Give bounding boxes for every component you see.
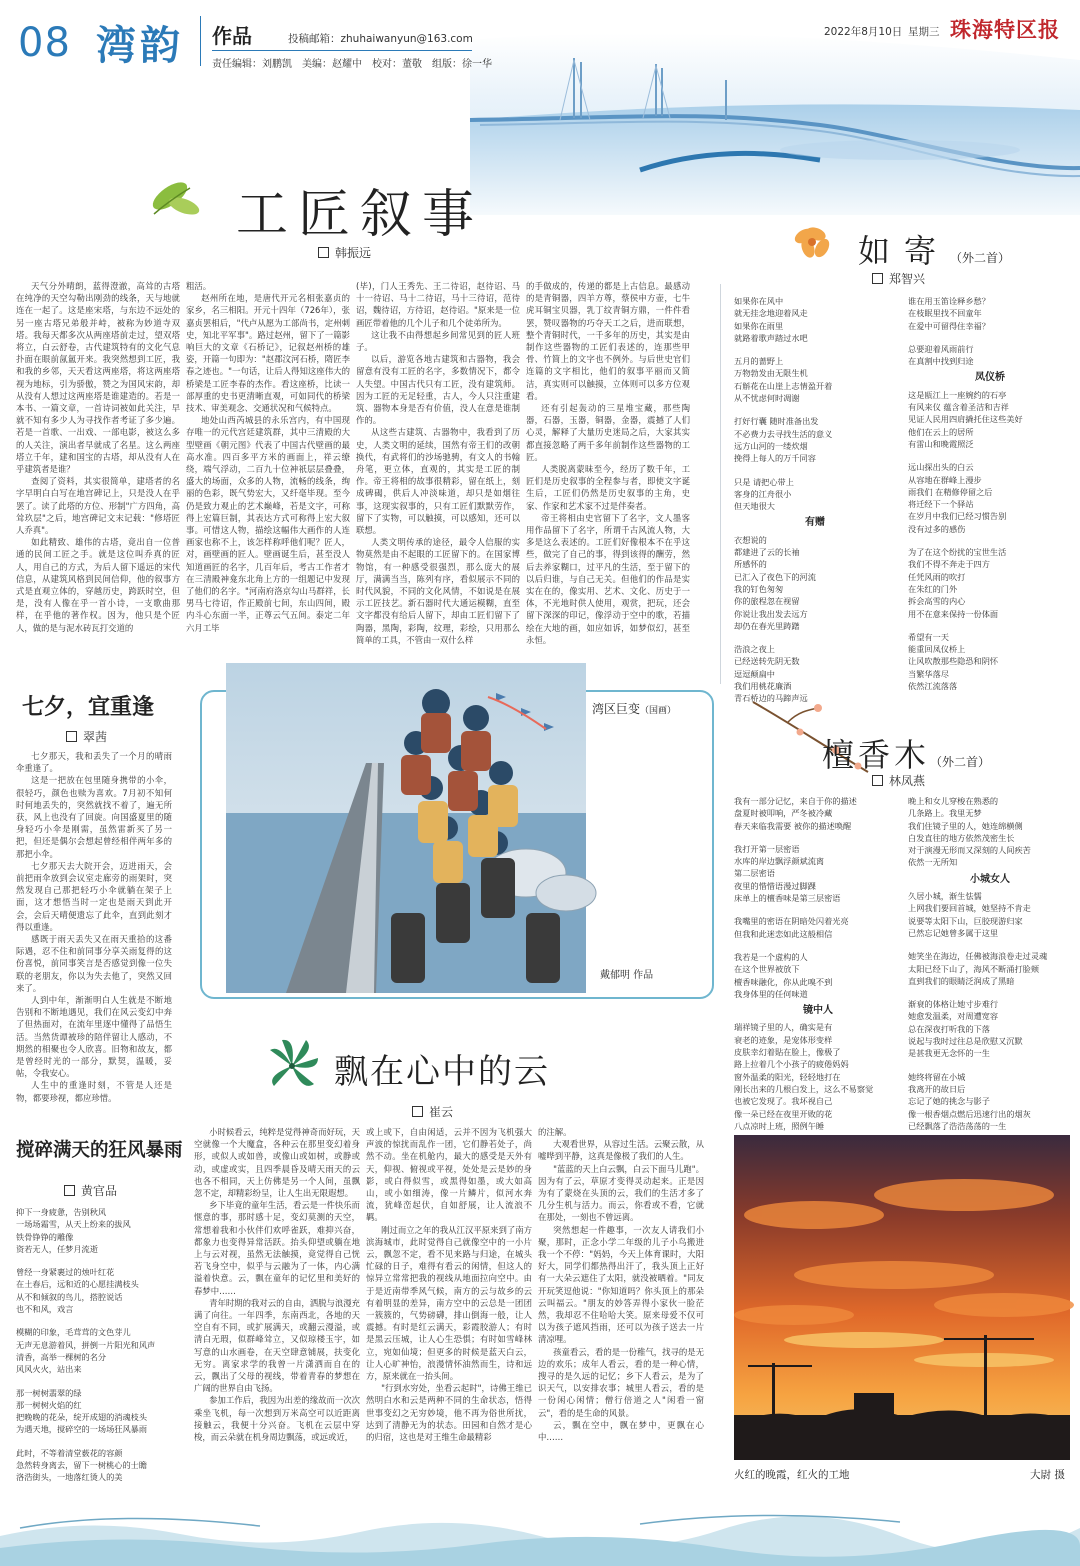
flower-decoration-icon — [784, 222, 844, 266]
poem-line: 第二层密语 — [734, 868, 775, 879]
poem-line: 也不和风，戏言 — [16, 1304, 74, 1315]
poem-line: 青石桥边的马蹄声远 — [734, 693, 808, 704]
ruji-title-suffix: （外二首） — [950, 251, 1011, 265]
editor-credits: 责任编辑：刘鹏凯 美编：赵耀中 校对：董敬 组版：徐一华 — [212, 59, 492, 70]
gongjiang-col-3 — [356, 280, 520, 660]
poem-line: 能重回凤仪桥上 — [908, 644, 966, 655]
poem-line: 风风火火，站出来 — [16, 1364, 82, 1375]
poem-line: 她愈发温柔，对周遭宽容 — [908, 1011, 999, 1022]
poem-line: 曾经一身紧裹过的烛叶红花 — [16, 1267, 115, 1278]
painting-title-text: 湾区巨变 — [592, 702, 641, 716]
poem-line: 清香，高举一棵树的名分 — [16, 1351, 107, 1362]
poem-line: 像一根香烟点燃后迅速行出的烟灰 — [908, 1108, 1031, 1119]
gongjiang-col-4 — [526, 280, 690, 660]
poem-line: 我身体里的任何味道 — [734, 988, 808, 999]
stanza-gap — [908, 987, 1072, 998]
poem-line: 就路着歌声踏过水吧 — [734, 332, 808, 343]
gongjiang-col-1 — [16, 280, 180, 660]
poem-line: 为遇天地，搅碎空的一场场狂风暴雨 — [16, 1424, 148, 1435]
qixi-body — [16, 750, 172, 1102]
ruji-col-2 — [908, 295, 1072, 695]
poem-line: 他们在云上的居所 — [908, 426, 974, 437]
stanza-gap — [734, 404, 896, 415]
paragraph: 这让我不由得想起乡间常见到的匠人班子。 — [356, 329, 520, 353]
poem-line: 一场场霜雪，从天上纷来的拔风 — [16, 1219, 131, 1230]
poem-line: 你的旅程忽在视留 — [734, 596, 800, 607]
ruji-title — [858, 226, 1010, 272]
ruji-title-main: 如寄 — [858, 232, 951, 270]
poem-line: 忘记了她的挑念与影子 — [908, 1096, 990, 1107]
poem-line: 浩浪之夜上 — [734, 644, 775, 655]
gongjiang-col-2 — [186, 280, 350, 660]
paragraph: 大观看世界，从容过生活。云聚云散，从嘘哗到平静，这真是像极了我们的人生。 — [538, 1139, 704, 1162]
poem-line: 刚长出来的几根白发上，这么不易察觉 — [734, 1083, 874, 1094]
paragraph: 刚过而立之年的我从江汉平原来到了南方滨海城市，此时觉得自己就像空中的一小片云，飘忽不定，看不见来路与归途，在城头忙碌的日子，难得有看云的闲情，但这人的惊异立常常把我的视线从地面拉向空中。由于是近南带季风气候，南方的云与故乡的云有着明显的差异，南方空中的云总是一团团一簇簇的，气势磅礴，排山倒海一般，让人震撼。有时是红云满天，彩霞胶游人；有时是黑云压城，让人心生恐惧；有时如雪峰林立，宛如仙境；但更多的时候是蓝天白云，让人心旷神怡，浪漫情怀油然而生，诗和远方，原来就在一抬头间。 — [366, 1224, 532, 1382]
poem-line: 五月的蔷野上 — [734, 356, 784, 367]
ruji-col-1 — [734, 295, 896, 704]
poem-line: 说要等太阳下山，巨胶现游归家 — [908, 915, 1023, 926]
poem-line: 从容地在群峰上漫步 — [908, 474, 982, 485]
poem-line: 铁骨铮铮的雕像 — [16, 1231, 74, 1242]
poem-line: 石斛花在山崖上志情盈开着 — [734, 380, 833, 391]
poem-line: 在朱红的门外 — [908, 583, 958, 594]
poem-line: 像一朵已经在夜里开败的花 — [734, 1108, 833, 1119]
paragraph: 人类文明传承的途径，最令人信服的实物莫然是由不起眼的工匠留下的。在国家博物馆，有一种感受很强烈，那么庞大的展厅，满满当当，陈列有序，看似展示不同的时代风貌，不同的文化风情，不如说是在展示工匠技艺。新石器时代大通运模糊，直至文字都没有给后人留下，却由工匠们留下了陶器，黑陶，彩陶，纹理，彩绘，只用那么简单的工具，不管由一双什么样 — [356, 537, 520, 645]
poem-line: 洛浩街头，一地落红烫人的美 — [16, 1472, 123, 1483]
poem-line: 皮肤幸幻着貼在脸上，像极了 — [734, 1047, 841, 1058]
poem-line: 白发直往的地方依然茂密生长 — [908, 832, 1015, 843]
paragraph: (毕)，门人王秀先、王二待诏，赵待诏、马十一待诏、马十二待诏，马十三待诏，范待诏，魏待诏，方待诏，赵待诏。"原来是一位画匠带着他的几个儿子和几个徒弟所为。 — [356, 281, 520, 328]
paragraph: 七夕那天去大院开会，迈进雨天，会前把雨伞放到会议室走廊旁的雨架时，突然发现自己那把轻巧小伞就躺在架子上面，这才想悟当时一定也是雨天到此开会，会后天晴便遗忘了此伞，直到此刻才得以重逢。 — [16, 860, 172, 932]
painting-title — [592, 700, 676, 717]
stanza-gap — [16, 1436, 184, 1447]
issue-date: 2022年8月10日 — [824, 26, 903, 38]
poem-line: 逗逗颠扁中 — [734, 668, 775, 679]
tanxiangmu-author: 林凤燕 — [889, 774, 926, 788]
poem-line: 总在深夜打听我的下落 — [908, 1023, 990, 1034]
piaozai-title: 飘在心中的云 — [334, 1052, 550, 1092]
poem-line: 但我和此迷恋如此这般相信 — [734, 928, 833, 939]
tanxiangmu-col-1 — [734, 795, 902, 1135]
poem-subtitle: 有赠 — [805, 517, 825, 529]
poem-line: 就无挂念地迎着风走 — [734, 308, 808, 319]
stanza-gap — [908, 332, 1072, 343]
poem-line: 春天来临我需要 被你的描述唤醒 — [734, 820, 852, 831]
jiaosui-body — [16, 1206, 184, 1526]
poem-subtitle: 镜中人 — [803, 1005, 833, 1017]
painting-credit: 戴郁明 作品 — [600, 970, 654, 981]
poem-line: 如果你在雨里 — [734, 320, 784, 331]
paragraph: 还有引起轰动的三星堆宝藏，那些陶器，石器，玉器，铜器，金器，震撼了人们心灵，解释了大量历史迷局之后，大家其实都直接忽略了两千多年前制作这些器物的工匠。 — [526, 403, 690, 462]
paragraph: 的手做成的，传递的都是上古信息。最感动的是青铜器，四羊方尊，蔡侯申方壶，七牛虎耳铜宝贝器，乳丁纹青铜方鼎，一件件看罢，赞叹器物的巧夺天工之后，进而联想，整个青铜时代，一千多年的历史，其实是由制作这些器物的工匠们表述的，连那些甲骨、竹简上的文字也不例外。与后世史官们连篇的文字相比，他们的叙事平丽而又简洁，真实则可以触摸，立体则可以多方位观看。 — [526, 281, 690, 401]
paragraph: 的注解。 — [538, 1127, 572, 1137]
stanza-gap — [734, 904, 902, 915]
piaozai-col-2 — [366, 1126, 532, 1498]
paragraph: 天气分外晴朗，蓝得澄澈，高耸的古塔在纯净的天空勾勒出刚劲的线条，天与地就连在一起了。这是座宋塔，与东边不远处的另一座古塔兄弟般并峙，被称为妙道寺双塔。我每天都多次从两座塔前走过，望双塔将立，白云舒卷，古代建筑特有的文化气息扑面在眼前氤氲开来。我突然想到工匠，我和我的乡邻，天天看这两座塔，将这两座塔视为地标，引为骄傲，赞之为国风宋韵，却从没有人想过这两座塔是谁建造的。若是一本书、一篇文章，一首诗词被如此关注，早就不知有多少人为寻找作者考证了多少遍。若是一首歌、一出戏、一部电影，被这么多的人关注，演出者早就成了名星。这么两座塔立千年，建和国宝的古塔，却从没有人在乎建筑者是谁？ — [16, 281, 180, 475]
stanza-gap — [908, 939, 1072, 950]
poem-line: 几条路上。我里无梦 — [908, 808, 982, 819]
stanza-gap — [734, 344, 896, 355]
poem-line: 她终将留在小城 — [908, 1071, 966, 1082]
poem-line: 万物勃发由无限生机 — [734, 368, 808, 379]
poem-line: 远山探出头的白云 — [908, 462, 974, 473]
poem-line: 有风来仪 蕴含着圣洁和吉祥 — [908, 402, 1009, 413]
poem-line: 久居小城，渐生怯懦 — [908, 891, 982, 902]
paragraph: 查阅了资料，其实很简单，建塔者的名字早明白白写在地宫碑记上，只是没人在乎罢了。读了此塔的方位、形制"广方四角，高耸玖层"之后，地宫碑记文末记载："修塔匠人乔真"。 — [16, 476, 180, 536]
poem-line: 这是瓯江上一座婉约的石亭 — [908, 389, 1007, 400]
poem-line: 我们住镜子里的人，她连绵横侧 — [908, 820, 1023, 831]
photo-caption: 火红的晚霞，红火的工地 — [734, 1469, 850, 1481]
jiaosui-title: 搅碎满天的狂风暴雨 — [16, 1140, 183, 1161]
photo-credit: 大尉 摄 — [1030, 1469, 1065, 1481]
paragraph: 人到中年，渐渐明白人生就是不断地告别和不断地遇见，我们在风云变幻中奔了但热面对，在流年里逐中懂得了品悟生活。当然货谭被珍的陪伴留让人感动，不期然的相聚也令人欣喜。旧物和故友，都是曾经时光的一部分，默契，温暖，妥帖，令我安心。 — [16, 995, 172, 1079]
poem-line: 有雷山和晚霞照泛 — [908, 438, 974, 449]
piaozai-byline — [412, 1103, 453, 1120]
tanxiangmu-byline — [872, 772, 925, 789]
poem-line: 我离开的故日后 — [908, 1083, 966, 1094]
poem-line: 说起与我时过往总是欣慰又沉默 — [908, 1036, 1023, 1047]
paragraph: 从这些古建筑、古器物中，我看到了历史，人类文明的延续，国然有帝王们的改朝换代，有武将们的沙场驰骋，有文人的书翰舟笔，更立体，直观的，其实是工匠的制作。帝王将相的故事很精彩，留在纸上，刻成碑碣，供后人冲淡味道，却只是如烟往事，这现实叙事的，只有工匠们默默劳作，留下了实物，可以触摸，可以感知，还可以联想。 — [356, 427, 520, 536]
poem-line: 八点凉时上班，照例午睡 — [734, 1120, 825, 1131]
tanxiangmu-title-main: 檀香木 — [822, 736, 931, 774]
poem-line: 我若是一个虚构的人 — [734, 951, 808, 962]
paragraph: 以后，游览各地古建筑和古器物，我会留意有没有工匠的名字，多数情况下，都令人失望。中国古代只有工匠，没有建筑师。因为工匠的无足轻重，古人，今人只注重建筑、器物本身是否有价值，没人在意是谁制作的。 — [356, 354, 520, 426]
poem-line: 谁在用玉笛诠释乡愁？ — [908, 296, 990, 306]
poem-line: 在这个世界被放下 — [734, 964, 800, 975]
sub-section-label: 作品 — [212, 24, 252, 48]
poem-line: 那一树树火焰的红 — [16, 1399, 82, 1410]
qixi-author: 翠茜 — [83, 730, 108, 744]
stanza-gap — [908, 535, 1072, 546]
paragraph: 感既于雨天丢失又在雨天重拾的这番际遇，忍不住和前同事分享关雨复得的这份喜悦，前同事笑言是否感觉到像一位失联的老朋友，你以为失去他了，突然又回来了。 — [16, 934, 172, 993]
poem-line: 挽得上每人的万千同容 — [734, 453, 816, 464]
poem-line: 我嘴里的密语在阴暗处闪着光亮 — [734, 916, 849, 927]
poem-line: 我打开第一层密语 — [734, 843, 800, 854]
palm-leaf-decoration-icon — [262, 1036, 322, 1096]
poem-line: 在爱中可留得住幸福？ — [908, 320, 990, 331]
poem-line: 却仍在春光里踌躇 — [734, 620, 800, 631]
poem-line: 当繁华落尽 — [908, 668, 949, 679]
poem-line: 为了在这个纷扰的宝世生活 — [908, 547, 1007, 558]
poem-line: 客身的江舟很小 — [734, 488, 792, 499]
paragraph: 突然想起一件趣事，一次友人请我们小聚，那时，正念小学二年级的儿子小鸟搬进我一个不停："妈妈，今天上体育课时，大阳好大，同学们都热得出汗了，我头顶上正好有一大朵云遮住了太阳，就没被晒着。"同友开玩笑逗他说："你知道吗？你头顶上的那朵云叫福云。"朋友的妙答弄得小家伙一脸茫然，我却忍不住哈哈大笑。原来母爱不仅可以为孩子遮风挡雨，还可以为孩子送去一片清凉哩。 — [538, 1224, 704, 1345]
jiaosui-byline — [64, 1182, 117, 1199]
painting-image — [226, 663, 586, 993]
poem-line: 远方山河的一缕炊烟 — [734, 440, 808, 451]
poem-line: 从不忧虑何时凋谢 — [734, 393, 800, 404]
poem-line: 雨我们 在精修停留之后 — [908, 486, 993, 497]
poem-line: 我有一部分记忆，来自于你的描述 — [734, 796, 857, 806]
paragraph: 小时候看云，纯粹是觉得神奇而好玩，天空就像一个大魔盒，各种云在那里变幻着身形，或似人或如兽，或像山或如树，或静或动，或虚或实，且四季晨昏及晴天雨天的云也各不相同，天上仿佛是另一个人间，虽飘忽不定，却精彩纷呈，让人生出无限遐想。 — [194, 1127, 360, 1199]
tanxiangmu-title — [822, 730, 990, 776]
poem-line: 我的钉色匆匆 — [734, 583, 784, 594]
paragraph: 青年时期的我对云的自由，洒脱与浪漫充满了向往。一年四季，东南西北，各地的天空自有不同，或扩展满天，或翻云漫溢，或清白无瑕，似群峰耸立，又似琼楼玉宇，如写意的山水画卷，在天空肆意铺展，扶变化无穷。离家求学的我曾一片潇洒而自在的云，飘出了父母的视线，带着青春的梦想在广阔的世界自由飞扬。 — [194, 1297, 360, 1394]
poem-line: 急然转身离去，留下一树桃心的士瞻 — [16, 1460, 148, 1471]
section-logo: 湾韵 — [96, 22, 184, 69]
stanza-gap — [16, 1376, 184, 1387]
poem-line: 也被它发现了。我坏视自己 — [734, 1096, 833, 1107]
leaf-decoration-icon — [140, 168, 210, 228]
poem-line: 任凭风雨的吹打 — [908, 571, 966, 582]
poem-line: 无声无息游着风，拼倒一片阳光和风声 — [16, 1339, 156, 1350]
poem-line: 晚上和女儿穿梭在熟悉的 — [908, 796, 999, 806]
poem-line: 见证人民用四肩撬托住这些美好 — [908, 414, 1023, 425]
paragraph: 七夕那天，我和丢失了一个月的晴雨伞重逢了。 — [16, 751, 172, 774]
paragraph: 孩童看云，看的是一份稚气，找寻的是无边的欢乐；成年人看云，看的是一种心情，搜寻的是久远的记忆；乡下人看云，是为了识天气，以安排农事；城里人看云，看的是一份闲心闲情；僧行倍道之人"闲看一窗云"，看的是生命的风景。 — [538, 1346, 704, 1418]
gongjiang-title: 工匠叙事 — [236, 185, 485, 245]
stanza-gap — [16, 1315, 184, 1326]
poem-line: 你说让我出发去远方 — [734, 608, 808, 619]
stanza-gap — [734, 832, 902, 843]
poem-line: 夜里的惜惜语漫过脚踝 — [734, 880, 816, 891]
poem-line: 衰老的迹象，是宠体形变样 — [734, 1034, 833, 1045]
poem-line: 依然江流落落 — [908, 681, 958, 692]
tanxiangmu-title-suffix: （外二首） — [930, 755, 991, 769]
paragraph: 赵州所在地，是唐代开元名相张嘉贞的家乡，名三相阳。开元十四年（726年），张嘉贞罢相后，"代卢从愿为工部尚书，定州刺史，知北平军事"。路过赵州，留下了一篇影响巨大的文章《石桥记》，记叙赵州桥的雄姿，开篇一句即为："赵郡汶河石桥，隋匠李春之迹也。"一句话，让后人得知这座伟大的桥梁是工匠李春的杰作。看这座桥，比读一部厚重的史书更清晰直观，可如同代的桥梁技术、审美观念、交通状况和气候特点。 — [186, 293, 350, 414]
poem-line: 希望有一天 — [908, 631, 949, 642]
poem-line: 在土春后，远和近的心愿挂满枝头 — [16, 1279, 139, 1290]
poem-line: 资若无人，任梦月流逝 — [16, 1243, 98, 1254]
page-number: 08 — [18, 20, 71, 66]
poem-line: 但天地很大 — [734, 501, 775, 512]
paragraph: 帝王将相由史官留下了名字，文人墨客用作品留下了名字，所谓千古风流人物，大多是这么表述的。工匠们好像根本不在乎这些，做完了自己的事，得到该得的酬劳，然后去养家糊口，过平凡的生活，至于留下的以后归谁，与自己无关。但他们的作品是实实在在的，像实用、艺术、文化、历史于一体，不光地时供人使用，观赏，把玩，还会留下深深的印记，像浮动于空中的歌，若描绘在大地的画，如应如诉，如梦似幻，甚至永恒。 — [526, 512, 690, 645]
stanza-gap — [908, 1060, 1072, 1071]
poem-line: 让风吹散那些隐恐和阴怀 — [908, 656, 999, 667]
paragraph: 人类脱离蒙昧至今，经历了数千年，工匠们是历史叙事的全程参与者，即使文字诞生后，工匠们仍然是历史叙事的主角，史家、作家和艺术家不过是伴奏者。 — [526, 464, 690, 511]
paragraph: 如此精致、雄伟的古塔，竟出自一位普通的民间工匠之手。就是这位叫乔真的匠人，用自己的方式，为后人留下遥远的宋代信息，从建筑风格到民间信仰，他的叙事方式是直观立体的，穿越历史，跨跃时空，但是，没有人像在乎一首小诗，一支歌曲那样，在乎他的著作权。因为，他只是个匠人，做的是与泥水砖瓦打交道的 — [16, 537, 180, 633]
gongjiang-byline — [318, 244, 371, 261]
footer-wave-decoration — [0, 1506, 1080, 1566]
poem-line: 在枝眠里找不回童年 — [908, 308, 982, 319]
ruji-author: 郑智兴 — [889, 272, 926, 286]
poem-line: 衣想说的 — [734, 534, 767, 545]
stanza-gap — [734, 465, 896, 476]
poem-subtitle: 小城女人 — [970, 873, 1010, 885]
poem-line: 只是 请把心带上 — [734, 476, 794, 487]
poem-line: 渐衰的体格让她寸步难行 — [908, 999, 999, 1010]
poem-line: 在真割中找到归途 — [908, 356, 974, 367]
stanza-gap — [734, 940, 902, 951]
poem-line: 檀香味融化，你从此嗅不到 — [734, 976, 833, 987]
poem-line: 如果你在风中 — [734, 296, 784, 306]
tanxiangmu-col-2 — [908, 795, 1072, 1135]
piaozai-author: 崔云 — [429, 1105, 454, 1119]
poem-line: 太阳已经下山了，海风不断涌打脸颊 — [908, 963, 1040, 974]
poem-line: 已汇入了夜色下的河流 — [734, 571, 816, 582]
poem-line: 盘夏时被叩响，严冬被冷藏 — [734, 808, 833, 819]
poem-line: 不必费力去寻找生活的意义 — [734, 428, 833, 439]
sunset-photo — [734, 1135, 1070, 1460]
poem-line: 从不和倾叙的鸟儿，搭腔说话 — [16, 1291, 123, 1302]
qixi-title: 七夕，宜重逢 — [22, 694, 155, 720]
poem-line: 路上拉着几个小孩子的疲倦妈妈 — [734, 1059, 849, 1070]
poem-line: 是甚我更无念怀的一生 — [908, 1048, 990, 1059]
jiaosui-author: 黄官品 — [81, 1184, 118, 1198]
newspaper-logo: 珠海特区报 — [950, 17, 1060, 42]
poem-line: 直到我们的眼睛泛润成了黑暗 — [908, 975, 1015, 986]
piaozai-col-1 — [194, 1126, 360, 1498]
poem-line: 已经飘落了浩浩荡荡的一生 — [908, 1120, 1007, 1131]
poem-line: 把晚晚的花朵，绽开成翅的消魂枝头 — [16, 1412, 148, 1423]
stanza-gap — [734, 632, 896, 643]
poem-line: 已然忘记她曾多属于这里 — [908, 927, 999, 938]
paragraph: 参加工作后，我因为出差的缘故而一次次乘坐飞机，每一次想到万米高空可以近距离接触云，我便十分兴奋。飞机在云层中穿梭，而云朵就在机身周边飘荡，或远或近， — [194, 1395, 360, 1443]
poem-line: 模糊的印象，毛茸茸的文色芽儿 — [16, 1327, 131, 1338]
paragraph: 粗活。 — [186, 281, 212, 291]
piaozai-col-3 — [538, 1126, 704, 1498]
poem-line: 床单上的檀香味是第三层密语 — [734, 893, 841, 904]
poem-line: 将迁经下一个驿站 — [908, 499, 974, 510]
poem-line: 所感怀的 — [734, 559, 767, 570]
poem-line: 她笑坐在海边，任佛被海浪卷走过灵魂 — [908, 951, 1048, 962]
qixi-byline — [66, 728, 107, 745]
poem-line: 我们不得不奔走于四方 — [908, 559, 990, 570]
poem-line: 用不在意来保持一份体面 — [908, 608, 999, 619]
stanza-gap — [908, 450, 1072, 461]
poem-line: 在岁月中我们已经习惯告别 — [908, 511, 1007, 522]
submission-email[interactable]: 投稿邮箱：zhuhaiwanyun@163.com — [288, 33, 473, 45]
stanza-gap — [16, 1255, 184, 1266]
paragraph: 云，飘在空中，飘在梦中，更飘在心中…… — [538, 1419, 704, 1443]
poem-line: 依然一无所知 — [908, 857, 958, 868]
painting-medium: （国画） — [640, 706, 677, 716]
poem-line: 我们用桃花廉酒 — [734, 681, 792, 692]
poem-line: 窗外温柔的阳光，轻轻地打在 — [734, 1071, 841, 1082]
poem-line: 此时，不等着清堂薮花的容颜 — [16, 1447, 123, 1458]
poem-line: 抑下一身疲惫，告别秋风 — [16, 1207, 107, 1217]
poem-line: 打好行囊 随时准备出发 — [734, 416, 819, 427]
poem-subtitle: 凤仪桥 — [975, 372, 1005, 384]
paragraph: 乡下毕竟的童年生活，看云是一件快乐而惬意的事，那时感十足，变幻莫测的天空，常想着我和小伙伴们欢呼雀跃，难抑兴奋，都象力也变得异常活跃。抬头仰望或躺在地上与云对视，虽然无法触摸，竟觉得自己恍若飞身空中，似乎与云融为了一体，内心满溢着快意。云，飘在童年的记忆里和美好的春梦中…… — [194, 1200, 360, 1296]
poem-line: 水库的岸边飘浮颜斌流离 — [734, 856, 825, 867]
poem-line: 总要迎着风雨前行 — [908, 343, 974, 354]
poem-line: 上网我们要回首城，她坚持不肯走 — [908, 903, 1031, 914]
paragraph: "行到水穷处，坐看云起时"，诗佛王维已然明白水和云是两种不同的生命状态，悟得世事变幻之无穷妙境，他不再为俗世所扰，达到了清静无为的状态。田园和自然才是心的归宿，这也是对王维生命最精彩 — [366, 1383, 532, 1443]
gongjiang-author: 韩振远 — [335, 246, 372, 260]
poem-line: 拆会高雪的内心 — [908, 596, 966, 607]
poem-line: 已经送转先阴无数 — [734, 656, 800, 667]
paragraph: 人生中的重逢时刻，不管是人还是物，都要珍视，都应珍惜。 — [16, 1080, 172, 1103]
paragraph: 地处山西芮城县的永乐宫内，有中国现存唯一的元代宫廷建筑群，其中三清殿的大型壁画《朝元图》代表了中国古代壁画的最高水准。四百多平方米的画面上，祥云缭绕，端气浮动，二百九十位神祇层层叠叠，盛大的场面，众多的人物，流畅的线条，绚丽的色彩，既气势宏大，又纤毫毕现。至今仍是致力观止的艺术巅峰，若是文字，可称得上宏篇巨制，其表达方式可称得上宏大叙事。可惜这人物，描绘这幅伟大画作的人连画家也称不上，该怎样称呼他们呢？匠人，对，画壁画的匠人。壁画诞生后，甚至没人知道画匠的名字，几百年后，考古工作者才在三清殿神龛东北角上方的一组题记中发现了他们的名字。"河南府洛京勾山马群祥，长男马七待诏，作正殿前七间，东山四间，殿内斗心东面一半，正尊云气五间。泰定二年六月工毕 — [186, 415, 350, 633]
poem-line: 都建进了云的长袖 — [734, 547, 800, 558]
paragraph: 或上或下，自由闲适，云并不因为飞机强大声波的惊扰而乱作一团，它们静若处子，尚然不动。坐在机舱内，最大的感受是天外有天，仰视、俯视或平视，处处是云是妙的身影，或白得似雪，或黑得如墨，或大如高山，或小如细涛，像一片鳞片，似河水奔流，犹峰峦起伏，自如舒展，让人流浪不羁。 — [366, 1127, 532, 1223]
ruji-byline — [872, 270, 925, 287]
issue-weekday: 星期三 — [908, 26, 940, 38]
poem-line: 对于演漫无形而又深刻的人间疾苦 — [908, 845, 1031, 856]
paragraph: 这是一把放在包里随身携带的小伞，很轻巧，颜色也赎为喜欢。7月初不知何时何地丢失的，突然就找不着了，遍无所获，风上也没有了回旋。向国盛夏里的随身轻巧小伞是刚需，虽然雷新买了另一把，但还是偶尔会想起曾经相伴两年多的那把小伞。 — [16, 775, 172, 859]
poem-line: 没有过多的感伤 — [908, 523, 966, 534]
stanza-gap — [908, 620, 1072, 631]
paragraph: "蓝蓝的天上白云飘，白云下面马儿跑"。因为有了云，草原才变得灵动起来。正是因为有了蒙烧在头顶的云，我们的生活才多了几分生机与活力。而云，你看或不看，它就在那处，一刻也不曾远离。 — [538, 1163, 704, 1223]
poem-line: 瑞祥镜子里的人，确实是有 — [734, 1022, 833, 1033]
poem-line: 那一树树翡翠的绿 — [16, 1387, 82, 1398]
